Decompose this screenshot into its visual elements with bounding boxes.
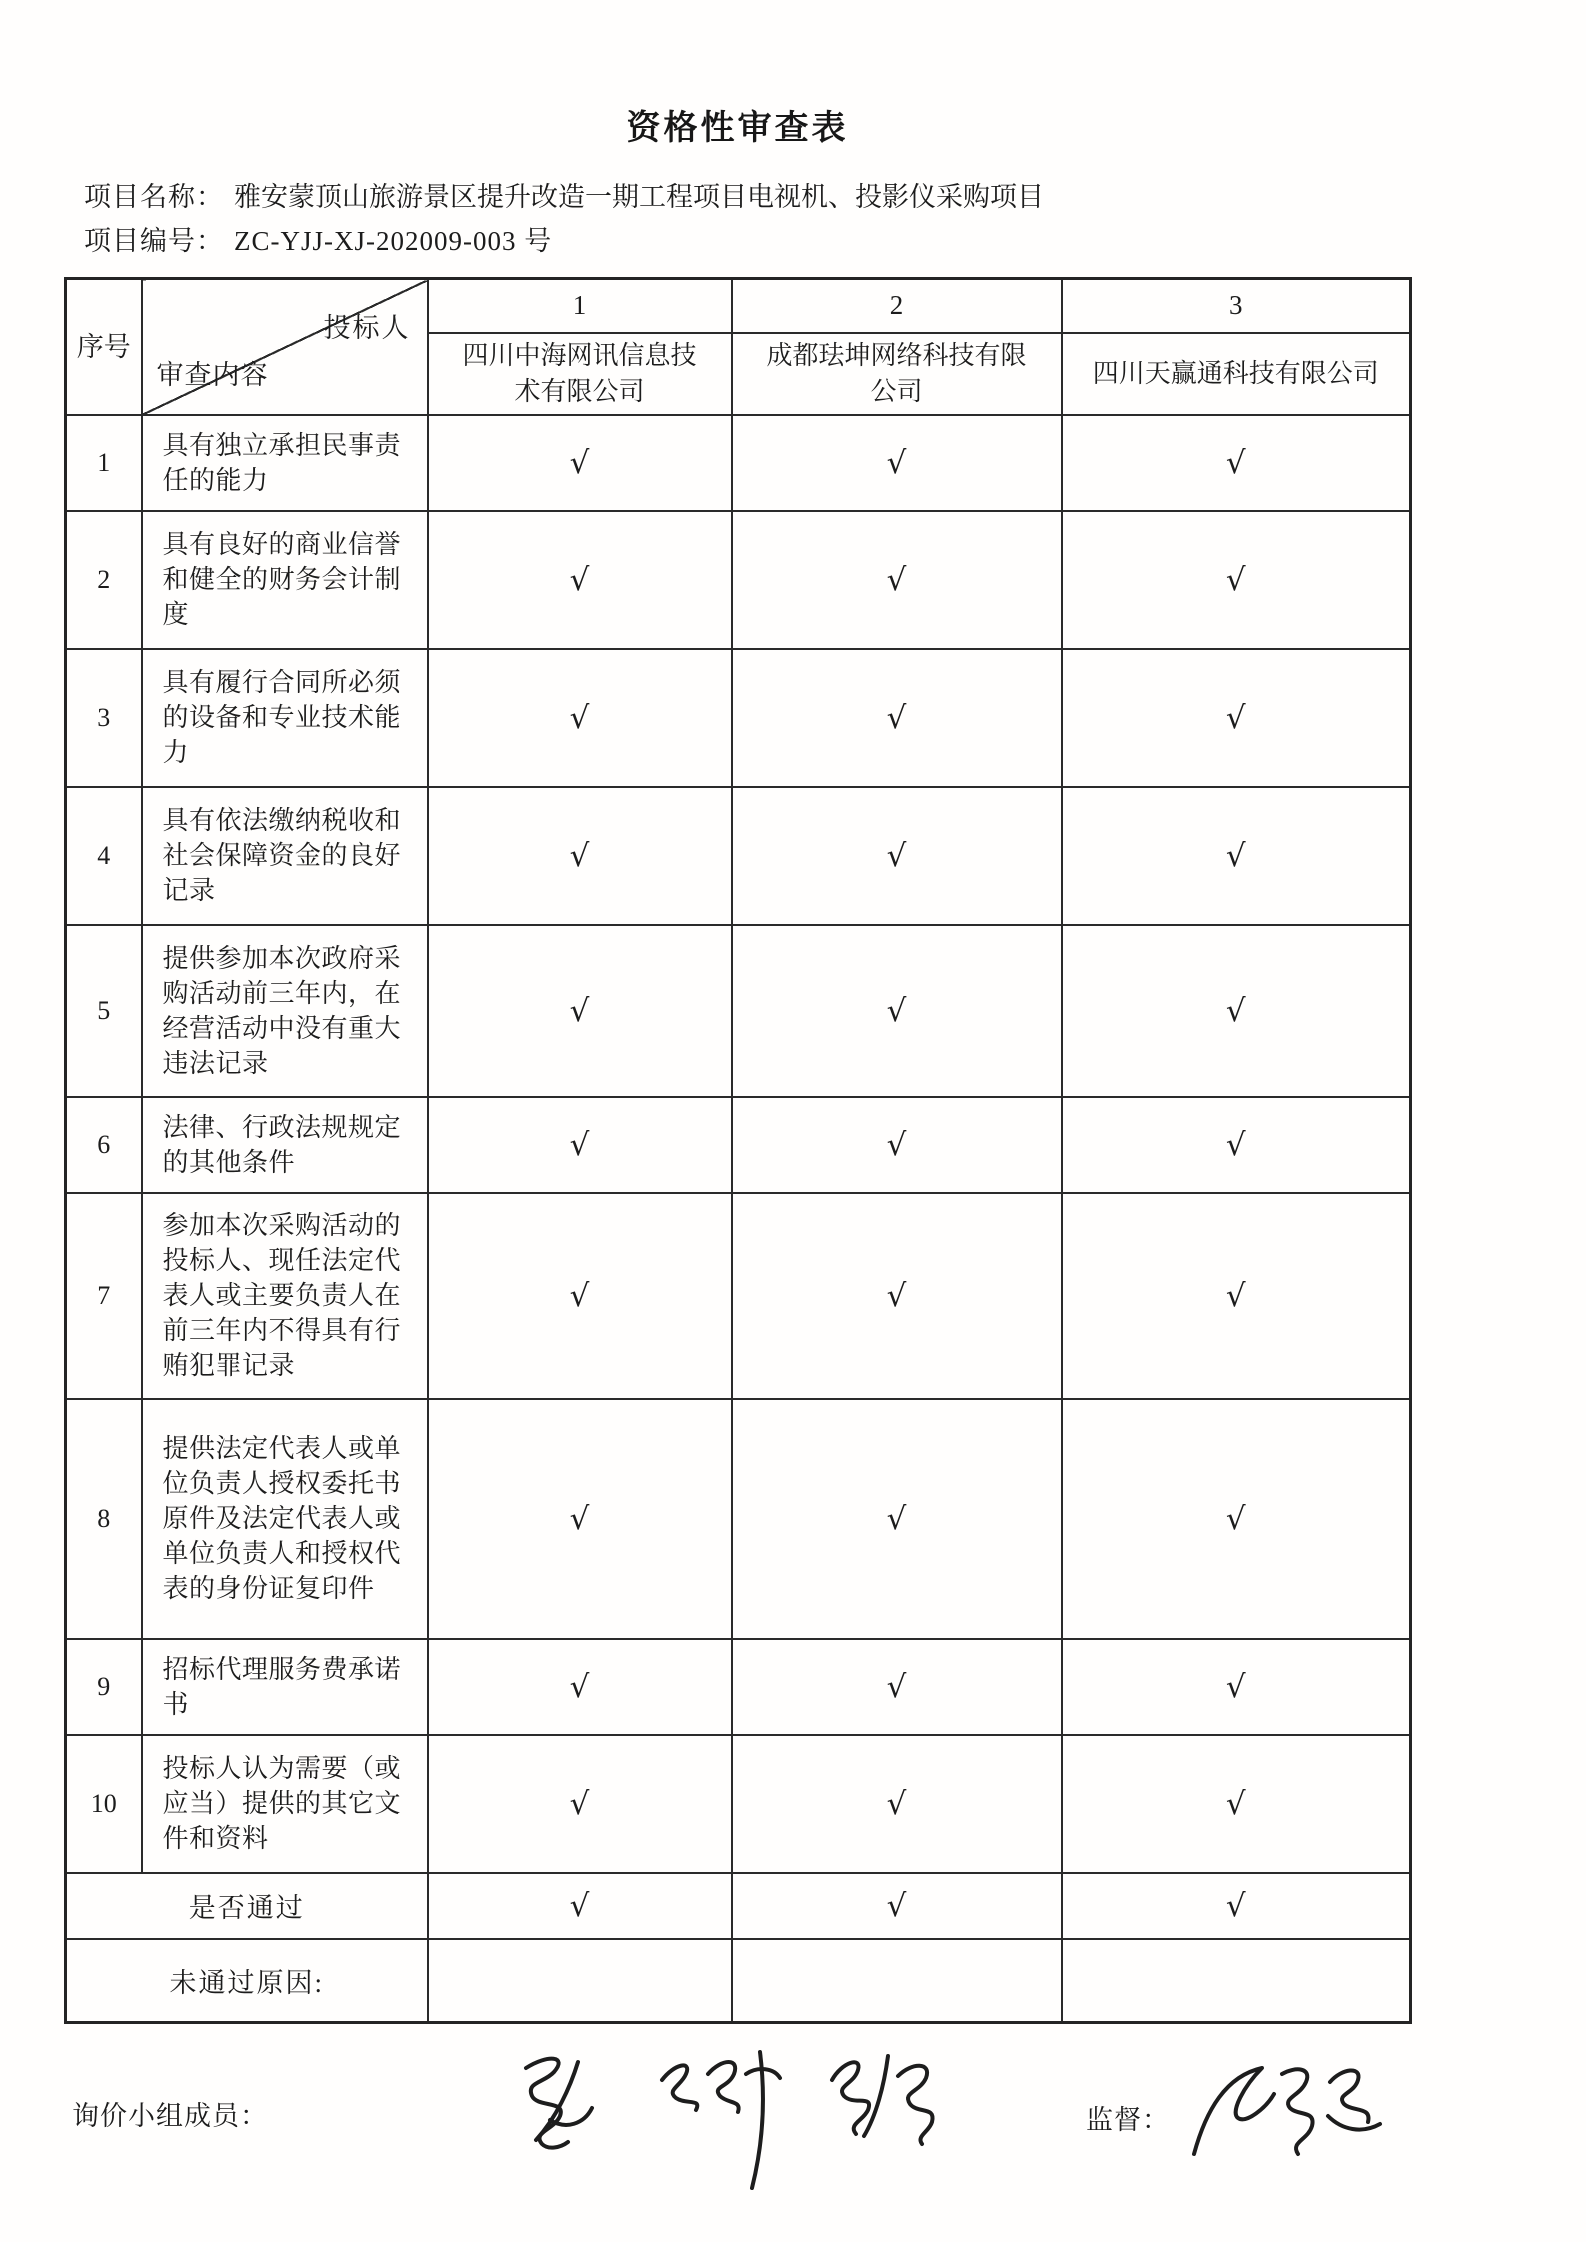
table-row xyxy=(66,1097,1411,1193)
diagonal-corner-cell xyxy=(142,279,428,415)
fail-reason-label: 未通过原因: xyxy=(66,1939,428,2023)
project-number-value: ZC-YJJ-XJ-202009-003 号 xyxy=(234,226,553,256)
bidder-number-2: 2 xyxy=(732,279,1062,333)
table-row xyxy=(66,925,1411,1097)
table-row xyxy=(66,649,1411,787)
corner-criteria-label: 审查内容 xyxy=(156,359,269,390)
check-mark: √ xyxy=(1062,511,1411,649)
bidder-number-3: 3 xyxy=(1062,279,1411,333)
table-row xyxy=(66,511,1411,649)
table-row xyxy=(66,1735,1411,1873)
bidder-name-3: 四川天赢通科技有限公司 xyxy=(1062,333,1411,415)
row-criteria: 法律、行政法规规定的其他条件 xyxy=(142,1097,428,1193)
table-row xyxy=(66,415,1411,511)
handwritten-signature-3 xyxy=(812,2038,962,2158)
check-mark: √ xyxy=(428,787,732,925)
check-mark: √ xyxy=(732,925,1062,1097)
check-mark: √ xyxy=(428,1097,732,1193)
check-mark: √ xyxy=(428,1639,732,1735)
row-criteria: 招标代理服务费承诺书 xyxy=(142,1639,428,1735)
handwritten-signature-2 xyxy=(648,2040,808,2200)
row-criteria: 提供法定代表人或单位负责人授权委托书原件及法定代表人或单位负责人和授权代表的身份证复印件 xyxy=(142,1399,428,1639)
row-criteria: 投标人认为需要（或应当）提供的其它文件和资料 xyxy=(142,1735,428,1873)
table-row xyxy=(66,1399,1411,1639)
check-mark: √ xyxy=(1062,1399,1411,1639)
check-mark: √ xyxy=(1062,1097,1411,1193)
check-mark: √ xyxy=(428,511,732,649)
check-mark: √ xyxy=(732,1399,1062,1639)
check-mark: √ xyxy=(428,1873,732,1939)
check-mark: √ xyxy=(428,1193,732,1399)
row-seq: 9 xyxy=(66,1639,142,1735)
bidder-name-2: 成都珐坤网络科技有限公司 xyxy=(732,333,1062,415)
table-row xyxy=(66,787,1411,925)
header-row-numbers xyxy=(66,279,1411,333)
row-seq: 6 xyxy=(66,1097,142,1193)
project-name-line xyxy=(84,175,1586,219)
row-seq: 1 xyxy=(66,415,142,511)
row-seq: 4 xyxy=(66,787,142,925)
project-number-label: 项目编号： xyxy=(84,226,224,256)
row-criteria: 具有依法缴纳税收和社会保障资金的良好记录 xyxy=(142,787,428,925)
corner-bidder-label: 投标人 xyxy=(323,313,411,343)
project-meta xyxy=(84,175,1586,263)
row-criteria: 具有良好的商业信誉和健全的财务会计制度 xyxy=(142,511,428,649)
row-seq: 5 xyxy=(66,925,142,1097)
fail-reason-cell xyxy=(1062,1939,1411,2023)
row-criteria: 具有履行合同所必须的设备和专业技术能力 xyxy=(142,649,428,787)
supervisor-signature xyxy=(1172,2050,1402,2180)
check-mark: √ xyxy=(428,1399,732,1639)
check-mark: √ xyxy=(428,1735,732,1873)
table-row xyxy=(66,1639,1411,1735)
row-seq: 3 xyxy=(66,649,142,787)
row-seq: 2 xyxy=(66,511,142,649)
check-mark: √ xyxy=(428,415,732,511)
project-number-line xyxy=(84,219,1586,263)
project-name-value: 雅安蒙顶山旅游景区提升改造一期工程项目电视机、投影仪采购项目 xyxy=(234,182,1044,212)
check-mark: √ xyxy=(732,1639,1062,1735)
fail-reason-cell xyxy=(428,1939,732,2023)
row-criteria: 参加本次采购活动的投标人、现任法定代表人或主要负责人在前三年内不得具有行贿犯罪记录 xyxy=(142,1193,428,1399)
row-seq: 7 xyxy=(66,1193,142,1399)
check-mark: √ xyxy=(732,1873,1062,1939)
pass-row xyxy=(66,1873,1411,1939)
page-title: 资格性审查表 xyxy=(626,110,849,147)
check-mark: √ xyxy=(1062,1639,1411,1735)
check-mark: √ xyxy=(428,925,732,1097)
row-seq: 8 xyxy=(66,1399,142,1639)
check-mark: √ xyxy=(732,511,1062,649)
supervisor-label: 监督： xyxy=(1086,2105,1170,2135)
bidder-name-1: 四川中海网讯信息技术有限公司 xyxy=(428,333,732,415)
handwritten-signature-1 xyxy=(488,2044,638,2164)
check-mark: √ xyxy=(732,1193,1062,1399)
check-mark: √ xyxy=(732,1097,1062,1193)
check-mark: √ xyxy=(1062,1873,1411,1939)
row-criteria: 提供参加本次政府采购活动前三年内，在经营活动中没有重大违法记录 xyxy=(142,925,428,1097)
row-seq: 10 xyxy=(66,1735,142,1873)
check-mark: √ xyxy=(1062,1193,1411,1399)
pass-row-label: 是否通过 xyxy=(66,1873,428,1939)
qualification-review-table xyxy=(64,277,1412,2024)
table-row xyxy=(66,1193,1411,1399)
check-mark: √ xyxy=(1062,649,1411,787)
check-mark: √ xyxy=(732,649,1062,787)
project-name-label: 项目名称： xyxy=(84,182,224,212)
check-mark: √ xyxy=(1062,415,1411,511)
check-mark: √ xyxy=(428,649,732,787)
check-mark: √ xyxy=(732,1735,1062,1873)
seq-column-header: 序号 xyxy=(66,279,142,415)
fail-reason-row xyxy=(66,1939,1411,2023)
bidder-number-1: 1 xyxy=(428,279,732,333)
signature-section xyxy=(70,2058,1586,2242)
check-mark: √ xyxy=(732,415,1062,511)
check-mark: √ xyxy=(1062,1735,1411,1873)
check-mark: √ xyxy=(1062,925,1411,1097)
row-criteria: 具有独立承担民事责任的能力 xyxy=(142,415,428,511)
fail-reason-cell xyxy=(732,1939,1062,2023)
inquiry-team-label: 询价小组成员： xyxy=(72,2101,268,2131)
check-mark: √ xyxy=(1062,787,1411,925)
check-mark: √ xyxy=(732,787,1062,925)
